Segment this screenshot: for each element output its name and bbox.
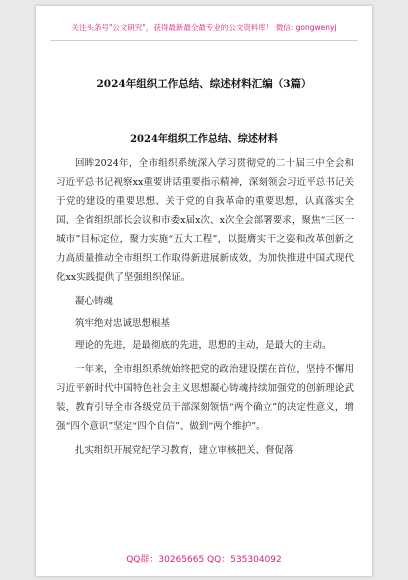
paragraph-theory: 理论的先进，是最彻底的先进，思想的主动，是最大的主动。 xyxy=(75,340,332,351)
document-body xyxy=(56,154,354,460)
paragraph-intro: 回眸2024年，全市组织系统深入学习贯彻党的二十届三中全会和习近平总书记视察xx重要讲话重要指示精神，深刻领会习近平总书记关于党的建设的重要思想、关于党的自我革命的重要思想，认真落实全国、全省组织部长会议和市委x届x次、x次全会部署要求，聚焦“三区一城市”目标定位，聚力实施“五大工程”，以挺膺实干之姿和改革创新之力高质量推动全市组织工作取得新进展新成效，为加快推进中国式现代化xx实践提供了坚强组织保证。 xyxy=(56,158,354,283)
paragraph-discipline: 扎实组织开展党纪学习教育，建立审核把关、督促落 xyxy=(75,445,294,456)
header-divider xyxy=(50,40,358,41)
document-page xyxy=(36,6,372,576)
footer-note: QQ群：30265665 QQ：535304092 xyxy=(126,555,282,565)
document-subtitle: 2024年组织工作总结、综述材料 xyxy=(130,134,278,145)
paragraph-year-review: 一年来，全市组织系统始终把党的政治建设摆在首位，坚持不懈用习近平新时代中国特色社会主义思想凝心铸魂持续加强党的创新理论武装，教育引导全市各级党员干部深刻领悟“两个确立”的决定性意义，增强“四个意识”坚定“四个自信”、做到“两个维护”。 xyxy=(56,364,354,432)
section-heading: 凝心铸魂 xyxy=(75,296,114,307)
document-title: 2024年组织工作总结、综述材料汇编（3篇） xyxy=(96,78,312,90)
header-note: 关注头条号"公文研究"，获得最新最全最专业的公文资料库！ 微信: gongwenyj xyxy=(71,23,337,32)
section-subheading: 筑牢绝对忠诚思想根基 xyxy=(75,318,171,329)
